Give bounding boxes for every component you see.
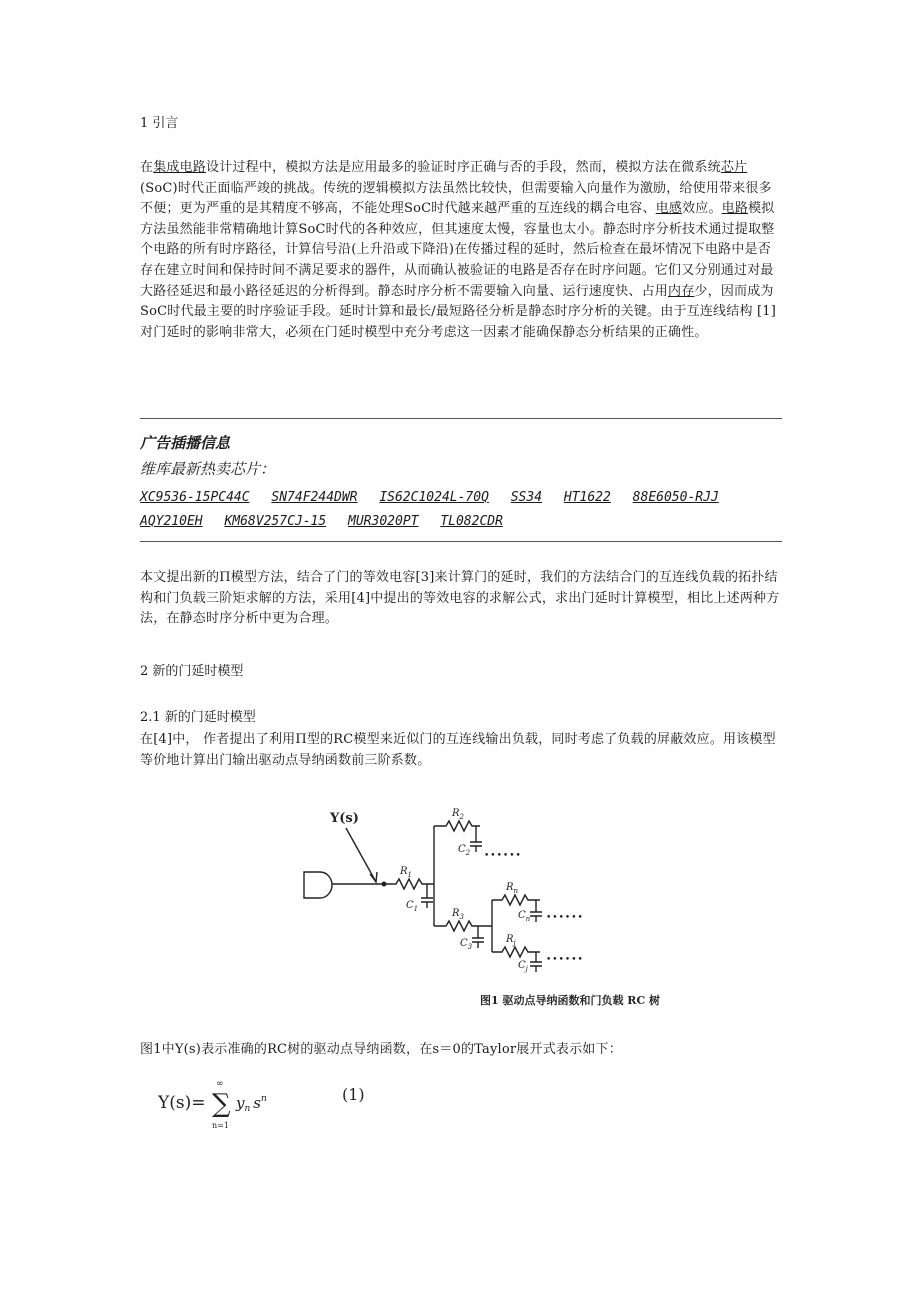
chip-link[interactable]: TL082CDR: [440, 514, 503, 529]
link-inductance[interactable]: 电感: [655, 201, 683, 217]
ad-chip-links: [140, 486, 782, 534]
continuation-dots: ••••••: [546, 913, 584, 923]
chip-link[interactable]: SN74F244DWR: [271, 490, 358, 505]
text-run: 在: [140, 160, 154, 175]
taylor-paragraph: 图1中Y(s)表示准确的RC树的驱动点导纳函数，在s＝0的Taylor展开式表示如下：: [140, 1042, 622, 1057]
ys-arrow: [346, 828, 376, 882]
rj-label: $R_j$: [506, 934, 516, 947]
capacitor-c3: [472, 926, 484, 948]
continuation-dots: ••••••: [546, 955, 584, 965]
text-run: 设计过程中，模拟方法是应用最多的验证时序正确与否的手段，然而，模拟方法在微系统: [206, 160, 721, 175]
ad-title: 广告插播信息: [140, 434, 231, 452]
link-memory[interactable]: 内存: [668, 283, 695, 299]
eq-lower: n=1: [212, 1121, 229, 1130]
capacitor-c1: [421, 884, 433, 908]
resistor-r2: [434, 821, 480, 831]
eq-sigma: ∑: [212, 1089, 231, 1119]
r2-label: $R_2$: [452, 808, 464, 821]
eq-lhs: Y(s)=: [158, 1093, 206, 1113]
figure-caption: 图1 驱动点导纳函数和门负载 RC 树: [480, 994, 661, 1007]
link-integrated-circuit[interactable]: 集成电路: [153, 160, 207, 175]
section-1-heading: 1 引言: [140, 116, 179, 131]
ys-label: Y(s): [330, 811, 359, 826]
capacitor-c2: [470, 826, 482, 852]
intro-paragraph: [140, 158, 782, 343]
rn-label: $R_n$: [506, 882, 519, 895]
chip-link[interactable]: 88E6050-RJJ: [632, 490, 719, 505]
chip-link[interactable]: KM68V257CJ-15: [224, 514, 327, 529]
ad-subtitle: 维库最新热卖芯片：: [140, 460, 276, 478]
chip-link[interactable]: HT1622: [563, 490, 611, 505]
eq-upper: ∞: [216, 1079, 224, 1089]
continuation-dots: ••••••: [484, 851, 522, 861]
text-run: 模拟方法虽然能非常精确地计算SoC时代的各种效应，但其速度太慢，容量也太小。静态时序分析技术通过提取整个电路的所有时序路径，计算信号沿(上升沿或下降沿)在传播过程的延时，然后检查在最坏情况下电路中是否存在建立时间和保持时间不满足要求的器件，从而确认被验证的电路是否存在时序问题。它们又分别通过对最大路径延迟和最小路径延迟的分析得到。静态时序分析不需要输入向量、运行速度快、占用: [140, 201, 775, 299]
resistor-rn: [492, 895, 540, 905]
eq-number: (1): [342, 1085, 365, 1104]
r3-label: $R_3$: [452, 908, 464, 921]
cj-label: $C_j$: [518, 960, 528, 973]
model-paragraph: 在[4]中， 作者提出了利用Π型的RC模型来近似门的互连线输出负载，同时考虑了负载的屏蔽效应。用该模型等价地计算出门输出驱动点导纳函数前三阶系数。: [140, 732, 776, 768]
ad-bottom-divider: [140, 541, 782, 542]
resistor-rj: [492, 947, 540, 957]
chip-link[interactable]: SS34: [510, 490, 543, 505]
text-run: 少，因而成为SoC时代最主要的时序验证手段。延时计算和最长/最短路径分析是静态时序分析的关键。由于互连线结构 [1]对门延时的影响非常大，必须在门延时模型中充分考虑这一因素才能确保静态分析结果的正确性。: [140, 283, 777, 340]
capacitor-cj: [530, 952, 542, 972]
chip-link[interactable]: MUR3020PT: [348, 514, 419, 529]
chip-link[interactable]: IS62C1024L-70Q: [379, 490, 489, 505]
equation-1: [158, 1076, 408, 1132]
section-2-heading: 2 新的门延时模型: [140, 664, 244, 679]
chip-link[interactable]: AQY210EH: [140, 514, 203, 529]
cn-label: $C_n$: [518, 910, 531, 923]
chip-link[interactable]: XC9536-15PC44C: [140, 490, 250, 505]
resistor-r3: [434, 921, 492, 931]
r1-label: $R_1$: [400, 866, 412, 879]
link-chip[interactable]: 芯片: [720, 160, 748, 175]
text-run: (SoC)时代正面临严竣的挑战。传统的逻辑模拟方法虽然比较快，但需要输入向量作为激励，给使用带来很多不便；更为严重的是其精度不够高，不能处理SoC时代越来越严重的互连线的耦合电容、: [140, 180, 772, 217]
subsection-2-1-heading: 2.1 新的门延时模型: [140, 710, 256, 725]
c1-label: $C_1$: [406, 900, 419, 913]
ad-top-divider: [140, 418, 782, 419]
gate-icon: [304, 872, 332, 898]
c2-label: $C_2$: [458, 844, 471, 857]
method-paragraph: 本文提出新的Π模型方法，结合了门的等效电容[3]来计算门的延时，我们的方法结合门的互连线负载的拓扑结构和门负载三阶矩求解的方法，采用[4]中提出的等效电容的求解公式，求出门延时计算模型，相比上述两种方法，在静态时序分析中更为合理。: [140, 570, 780, 627]
eq-term: $y_n$ $s^n$: [236, 1094, 267, 1114]
capacitor-cn: [530, 900, 542, 922]
c3-label: $C_3$: [460, 938, 473, 951]
text-run: 效应。: [682, 201, 722, 217]
link-circuit[interactable]: 电路: [721, 201, 749, 217]
rc-tree-figure: [300, 796, 740, 1018]
